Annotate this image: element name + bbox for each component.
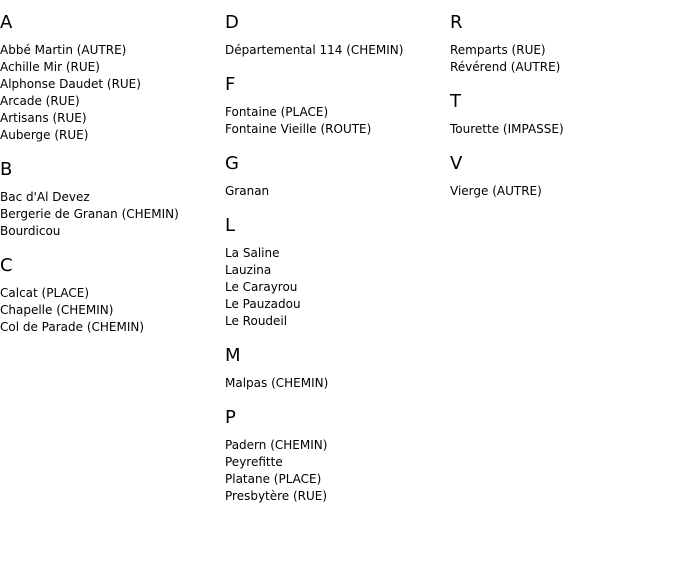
letter-heading-t: T <box>450 91 461 112</box>
street-link[interactable]: Alphonse Daudet (RUE) <box>0 77 141 91</box>
street-link[interactable]: Lauzina <box>225 263 272 277</box>
street-link[interactable]: Bac d'Al Devez <box>0 190 90 204</box>
letter-group-v <box>450 153 670 200</box>
letter-heading-r: R <box>450 12 463 33</box>
street-link[interactable]: Vierge (AUTRE) <box>450 184 542 198</box>
street-link[interactable]: Presbytère (RUE) <box>225 489 328 503</box>
street-link[interactable]: Le Roudeil <box>225 314 288 328</box>
street-link[interactable]: Auberge (RUE) <box>0 128 89 142</box>
street-link[interactable]: Fontaine (PLACE) <box>225 105 329 119</box>
street-link[interactable]: Granan <box>225 184 270 198</box>
street-link[interactable]: Platane (PLACE) <box>225 472 322 486</box>
letter-heading-d: D <box>225 12 239 33</box>
letter-heading-f: F <box>225 74 236 95</box>
letter-heading-v: V <box>450 153 463 174</box>
letter-heading-c: C <box>0 255 13 276</box>
street-link[interactable]: Bourdicou <box>0 224 61 238</box>
letter-heading-l: L <box>225 215 236 236</box>
index-column-1 <box>0 12 220 351</box>
street-link[interactable]: Peyrefitte <box>225 455 283 469</box>
letter-group-b <box>0 159 220 240</box>
street-link[interactable]: Arcade (RUE) <box>0 94 80 108</box>
street-link[interactable]: Abbé Martin (AUTRE) <box>0 43 127 57</box>
letter-heading-m: M <box>225 345 241 366</box>
letter-group-r <box>450 12 670 76</box>
street-link[interactable]: Fontaine Vieille (ROUTE) <box>225 122 372 136</box>
street-link[interactable]: Remparts (RUE) <box>450 43 546 57</box>
letter-heading-b: B <box>0 159 13 180</box>
street-link[interactable]: Tourette (IMPASSE) <box>450 122 564 136</box>
letter-group-g <box>225 153 445 200</box>
street-link[interactable]: Le Carayrou <box>225 280 298 294</box>
letter-group-m <box>225 345 445 392</box>
street-link[interactable]: Révérend (AUTRE) <box>450 60 561 74</box>
index-column-2 <box>225 12 445 520</box>
letter-group-p <box>225 407 445 505</box>
street-link[interactable]: Achille Mir (RUE) <box>0 60 100 74</box>
letter-group-f <box>225 74 445 138</box>
letter-heading-g: G <box>225 153 239 174</box>
letter-group-t <box>450 91 670 138</box>
letter-heading-p: P <box>225 407 236 428</box>
letter-group-d <box>225 12 445 59</box>
street-link[interactable]: Le Pauzadou <box>225 297 301 311</box>
street-link[interactable]: Départemental 114 (CHEMIN) <box>225 43 404 57</box>
letter-group-a <box>0 12 220 144</box>
street-link[interactable]: Malpas (CHEMIN) <box>225 376 329 390</box>
street-link[interactable]: La Saline <box>225 246 280 260</box>
street-link[interactable]: Col de Parade (CHEMIN) <box>0 320 145 334</box>
index-column-3 <box>450 12 670 215</box>
letter-group-c <box>0 255 220 336</box>
street-link[interactable]: Padern (CHEMIN) <box>225 438 328 452</box>
street-link[interactable]: Artisans (RUE) <box>0 111 87 125</box>
street-link[interactable]: Chapelle (CHEMIN) <box>0 303 114 317</box>
street-link[interactable]: Calcat (PLACE) <box>0 286 90 300</box>
street-link[interactable]: Bergerie de Granan (CHEMIN) <box>0 207 179 221</box>
letter-heading-a: A <box>0 12 13 33</box>
letter-group-l <box>225 215 445 330</box>
